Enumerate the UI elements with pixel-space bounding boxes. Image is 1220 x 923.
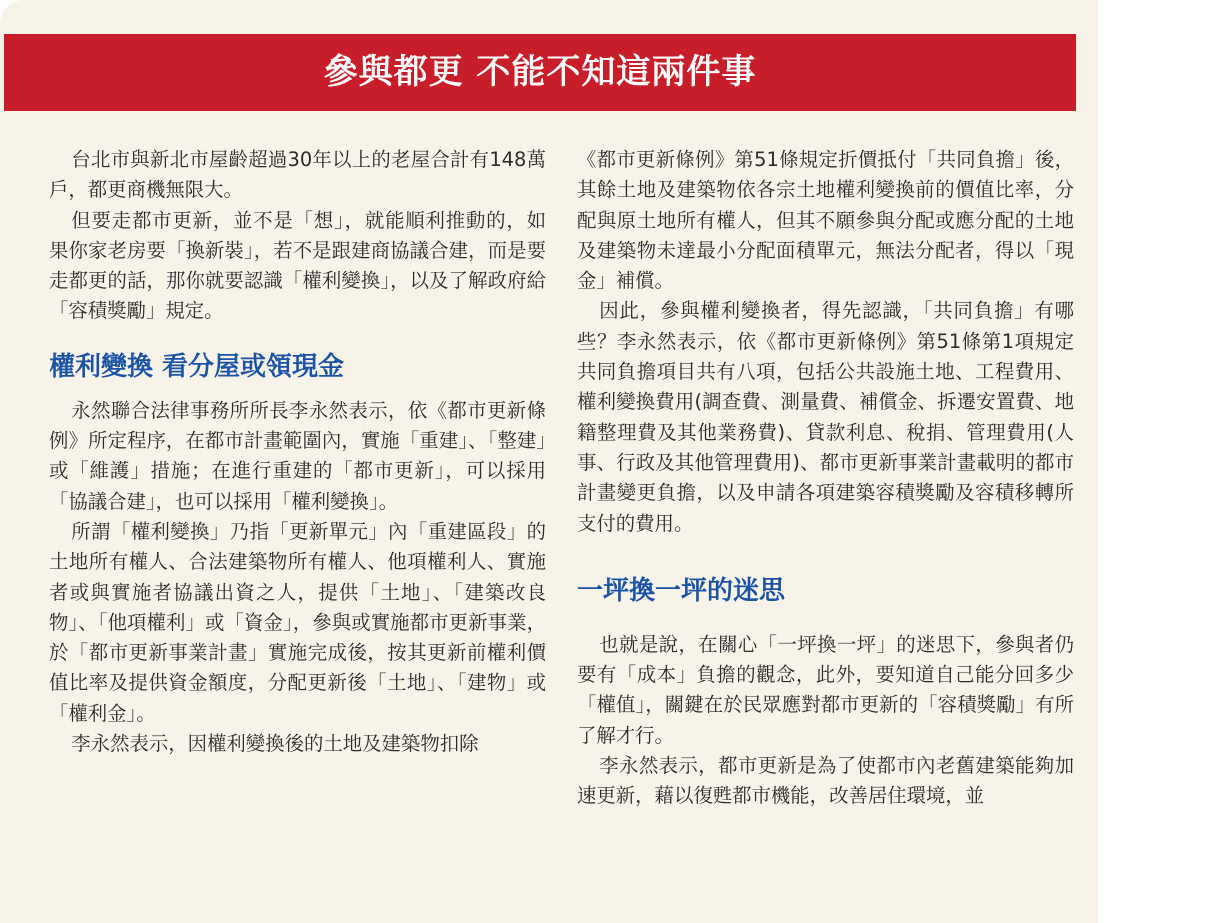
paragraph: 永然聯合法律事務所所長李永然表示，依《都市更新條例》所定程序，在都市計畫範圍內，實施「重建」、「整建」或「維護」措施；在進行重建的「都市更新」，可以採用「協議合建」，也可以採用「權利變換」。 [49, 398, 546, 513]
paragraph: 李永然表示，都市更新是為了使都市內老舊建築能夠加速更新，藉以復甦都市機能，改善居住環境，並 [577, 754, 1074, 808]
paragraph: 也就是說，在關心「一坪換一坪」的迷思下，參與者仍要有「成本」負擔的觀念，此外，要知道自己能分回多少「權值」，關鍵在於民眾應對都市更新的「容積獎勵」有所了解才行。 [577, 632, 1074, 747]
paragraph: 因此，參與權利變換者，得先認識，「共同負擔」有哪些？李永然表示，依《都市更新條例》第51條第1項規定共同負擔項目共有八項，包括公共設施土地、工程費用、權利變換費用(調查費、測量費、補償金、拆遷安置費、地籍整理費及其他業務費)、貸款利息、稅捐、管理費用(人事、行政及其他管理費用)、都市更新事業計畫載明的都市計畫變更負擔，以及申請各項建築容積獎勵及容積移轉所支付的費用。 [577, 299, 1074, 535]
paragraph: 所謂「權利變換」乃指「更新單元」內「重建區段」的土地所有權人、合法建築物所有權人、他項權利人、實施者或與實施者協議出資之人，提供「土地」、「建築改良物」、「他項權利」或「資金」，參與或實施都市更新事業，於「都市更新事業計畫」實施完成後，按其更新前權利價值比率及提供資金額度，分配更新後「土地」、「建物」或「權利金」。 [49, 519, 546, 725]
paragraph: 李永然表示，因權利變換後的土地及建築物扣除 [71, 732, 479, 756]
paragraph: 《都市更新條例》第51條規定折價抵付「共同負擔」後，其餘土地及建築物依各宗土地權利變換前的價值比率，分配與原土地所有權人，但其不願參與分配或應分配的土地及建築物未達最小分配面積單元，無法分配者，得以「現金」補償。 [577, 148, 1074, 293]
section-heading: 權利變換 看分屋或領現金 [49, 351, 345, 382]
article-title: 參與都更 不能不知這兩件事 [4, 34, 1076, 111]
left-column [49, 145, 546, 759]
right-column [577, 145, 1074, 812]
section-heading: 一坪換一坪的迷思 [577, 575, 786, 606]
paragraph: 台北市與新北市屋齡超過30年以上的老屋合計有148萬戶，都更商機無限大。 [49, 148, 546, 202]
paragraph: 但要走都市更新，並不是「想」，就能順利推動的，如果你家老房要「換新裝」，若不是跟建商協議合建，而是要走都更的話，那你就要認識「權利變換」，以及了解政府給「容積獎勵」規定。 [49, 208, 546, 323]
